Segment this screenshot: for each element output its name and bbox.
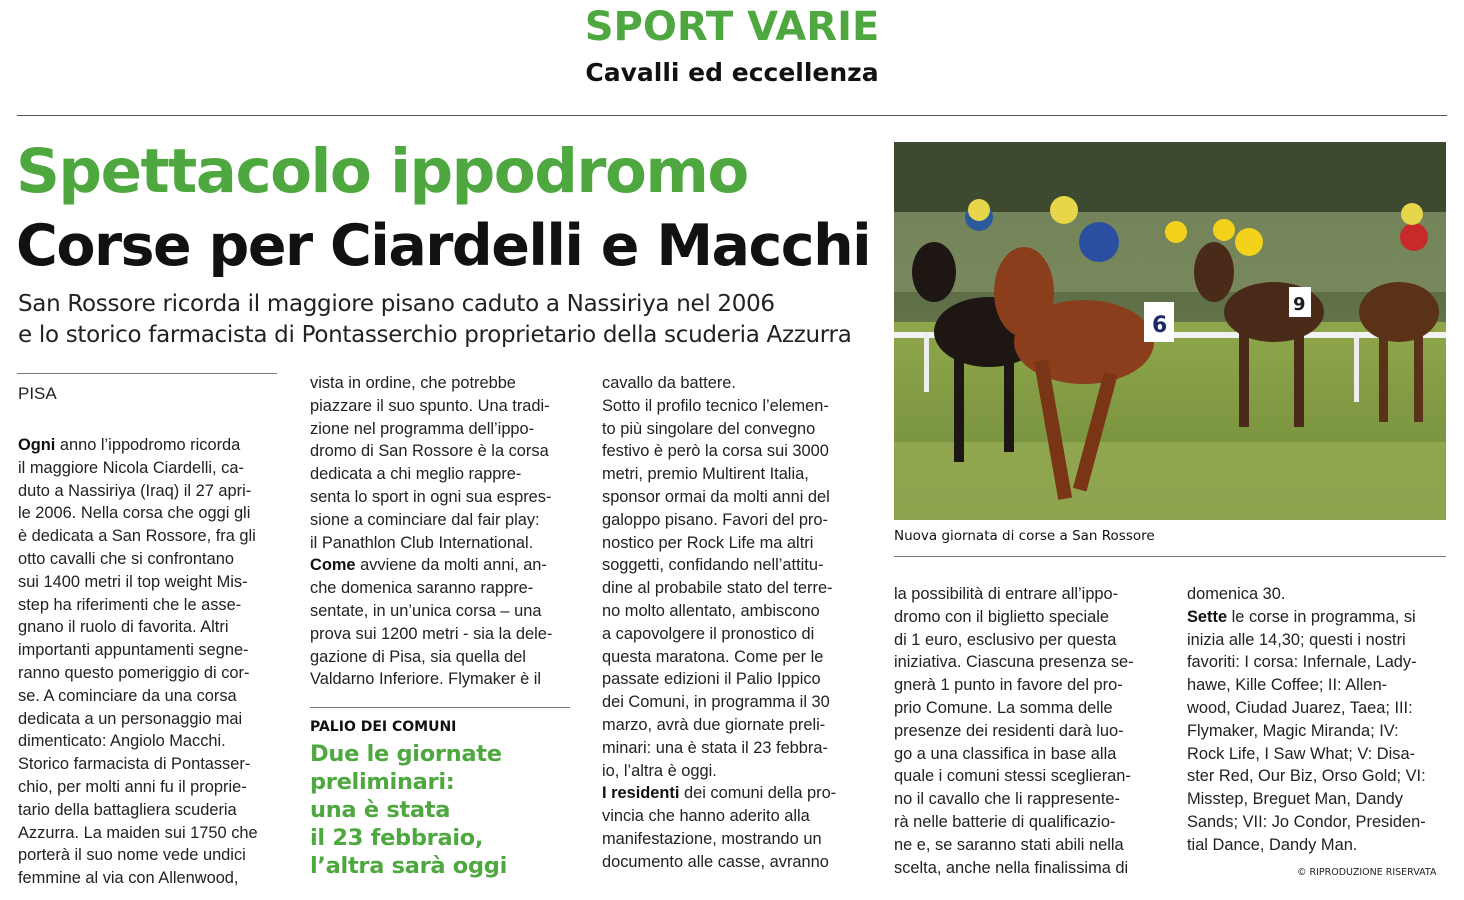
text-line: tario della battagliera scuderia bbox=[18, 800, 237, 819]
text-line: ne e, se saranno stati abili nella bbox=[894, 835, 1124, 854]
text-line: prio Comune. La somma delle bbox=[894, 698, 1113, 717]
text-line: Storico farmacista di Pontasser- bbox=[18, 755, 251, 774]
race-photo bbox=[894, 142, 1446, 520]
saddle-number-9: 9 bbox=[1293, 294, 1306, 315]
text-line: le 2006. Nella corsa che oggi gli bbox=[18, 504, 251, 523]
text-line: marzo, avrà due giornate preli- bbox=[602, 715, 826, 734]
text-line: dromo di San Rossore è la corsa bbox=[310, 442, 549, 461]
header-rule bbox=[17, 115, 1447, 116]
text-line: soggetti, confidando nell’attitu- bbox=[602, 556, 824, 575]
text-line: ranno questo pomeriggio di cor- bbox=[18, 663, 250, 682]
text-line: dine al probabile stato del terre- bbox=[602, 579, 833, 598]
photo-caption: Nuova giornata di corse a San Rossore bbox=[894, 528, 1155, 544]
text-line: il maggiore Nicola Ciardelli, ca- bbox=[18, 458, 244, 477]
text-line: no il cavallo che li rappresente- bbox=[894, 790, 1120, 809]
lead-text: avviene da molti anni, an- bbox=[355, 556, 547, 575]
text-line: è dedicata a San Rossore, fra gli bbox=[18, 527, 256, 546]
text-line: metri, premio Multirent Italia, bbox=[602, 465, 809, 484]
text-line: Valdarno Inferiore. Flymaker è il bbox=[310, 670, 542, 689]
text-line: manifestazione, mostrando un bbox=[602, 829, 822, 848]
lead-word: I residenti bbox=[602, 784, 680, 803]
text-line: otto cavalli che si confrontano bbox=[18, 549, 234, 568]
text-line: gazione di Pisa, sia quella del bbox=[310, 647, 526, 666]
text-line: che domenica saranno rappre- bbox=[310, 579, 534, 598]
text-line: sui 1400 metri il top weight Mis- bbox=[18, 572, 248, 591]
text-line: tial Dance, Dandy Man. bbox=[1187, 835, 1358, 854]
box-label: PALIO DEI COMUNI bbox=[310, 719, 457, 735]
text-line: gnano il ruolo di favorita. Altri bbox=[18, 618, 229, 637]
article-column-1 bbox=[18, 434, 280, 890]
text-line: passate edizioni il Palio Ippico bbox=[602, 670, 821, 689]
section-subtitle: Cavalli ed eccellenza bbox=[585, 58, 879, 87]
text-line: ster Red, Our Biz, Orso Gold; VI: bbox=[1187, 767, 1426, 786]
text-line: senta lo sport in ogni sua espres- bbox=[310, 487, 552, 506]
text-line: quale i comuni stessi sceglieran- bbox=[894, 767, 1131, 786]
text-line: no molto allentato, ambiscono bbox=[602, 601, 820, 620]
deck bbox=[18, 289, 852, 351]
photo-rule bbox=[894, 556, 1446, 557]
text-line: importanti appuntamenti segne- bbox=[18, 641, 249, 660]
saddle-number-6: 6 bbox=[1152, 313, 1168, 338]
text-line: questa maratona. Come per le bbox=[602, 647, 824, 666]
lead-line bbox=[18, 434, 280, 457]
text-line: Rock Life, I Saw What; V: Disa- bbox=[1187, 744, 1416, 763]
text-line: Flymaker, Magic Miranda; IV: bbox=[1187, 721, 1399, 740]
box-callout bbox=[310, 740, 507, 880]
text-line: femmine al via con Allenwood, bbox=[18, 869, 239, 888]
text-line: Sotto il profilo tecnico l’elemen- bbox=[602, 396, 829, 415]
text-line: se. A cominciare da una corsa bbox=[18, 686, 237, 705]
text-line: prova sui 1200 metri - sia la dele- bbox=[310, 624, 553, 643]
headline-line2: Corse per Ciardelli e Macchi bbox=[16, 213, 871, 279]
lead-line bbox=[602, 782, 864, 805]
text-line: favoriti: I corsa: Infernale, Lady- bbox=[1187, 653, 1417, 672]
text-line: duto a Nassiriya (Iraq) il 27 apri- bbox=[18, 481, 252, 500]
text-line: galoppo pisano. Favori del pro- bbox=[602, 510, 828, 529]
text-line: wood, Ciudad Juarez, Taea; III: bbox=[1187, 698, 1413, 717]
text-line: una è stata bbox=[310, 797, 451, 823]
text-line: dedicata a chi meglio rappre- bbox=[310, 465, 522, 484]
text-line: l’altra sarà oggi bbox=[310, 853, 507, 879]
text-line: dimenticato: Angiolo Macchi. bbox=[18, 732, 226, 751]
text-line: inizia alle 14,30; questi i nostri bbox=[1187, 630, 1406, 649]
text-line: dedicata a un personaggio mai bbox=[18, 709, 243, 728]
text-line: gnerà 1 punto in favore del pro- bbox=[894, 676, 1123, 695]
text-line: il Panathlon Club International. bbox=[310, 533, 534, 552]
text-line: sentate, in un’unica corsa – una bbox=[310, 601, 542, 620]
lead-word: Come bbox=[310, 556, 356, 575]
text-line: presenze dei residenti darà luo- bbox=[894, 721, 1124, 740]
text-line: domenica 30. bbox=[1187, 585, 1286, 603]
headline-line1: Spettacolo ippodromo bbox=[16, 136, 748, 207]
text-line: il 23 febbraio, bbox=[310, 825, 484, 851]
text-line: rà nelle batterie di qualificazio- bbox=[894, 812, 1116, 831]
text-line: vincia che hanno aderito alla bbox=[602, 807, 810, 826]
text-line: zione nel programma dell’ippo- bbox=[310, 419, 535, 438]
dateline: PISA bbox=[18, 384, 57, 403]
text-line: sione a cominciare dal fair play: bbox=[310, 510, 540, 529]
lead-line bbox=[1187, 606, 1447, 629]
lead-word: Sette bbox=[1187, 607, 1228, 626]
section-title: SPORT VARIE bbox=[584, 4, 880, 50]
text-line: chio, per molti anni fu il proprie- bbox=[18, 777, 247, 796]
column-rule bbox=[17, 373, 277, 374]
text-line: hawe, Kille Coffee; II: Allen- bbox=[1187, 676, 1388, 695]
deck-line2: e lo storico farmacista di Pontasserchio proprietario della scuderia Azzurra bbox=[18, 322, 852, 348]
lead-text: anno l’ippodromo ricorda bbox=[55, 436, 241, 454]
deck-line1: San Rossore ricorda il maggiore pisano caduto a Nassiriya nel 2006 bbox=[18, 291, 775, 317]
article-column-4 bbox=[894, 583, 1156, 879]
text-line: io, l’altra è oggi. bbox=[602, 761, 717, 780]
text-line: go a una classifica in base alla bbox=[894, 744, 1117, 763]
text-line: Due le giornate bbox=[310, 741, 502, 767]
article-column-5 bbox=[1187, 583, 1447, 857]
text-line: documento alle casse, avranno bbox=[602, 852, 829, 871]
text-line: dromo con il biglietto speciale bbox=[894, 607, 1110, 626]
text-line: iniziativa. Ciascuna presenza se- bbox=[894, 653, 1134, 672]
text-line: dei Comuni, in programma il 30 bbox=[602, 693, 830, 712]
text-line: sponsor ormai da molti anni del bbox=[602, 487, 830, 506]
text-line: Azzurra. La maiden sui 1750 che bbox=[18, 823, 258, 842]
text-line: porterà il suo nome vede undici bbox=[18, 846, 246, 865]
text-line: piazzare il suo spunto. Una tradi- bbox=[310, 396, 550, 415]
lead-word: Ogni bbox=[18, 436, 56, 454]
text-line: to più singolare del convegno bbox=[602, 419, 816, 438]
text-line: a capovolgere il pronostico di bbox=[602, 624, 815, 643]
text-line: Misstep, Breguet Man, Dandy bbox=[1187, 790, 1403, 809]
article-column-2 bbox=[310, 372, 572, 691]
text-line: cavallo da battere. bbox=[602, 374, 736, 392]
article-column-3 bbox=[602, 372, 864, 874]
text-line: minari: una è stata il 23 febbra- bbox=[602, 738, 828, 757]
text-line: di 1 euro, esclusivo per questa bbox=[894, 630, 1117, 649]
copyright-notice: © RIPRODUZIONE RISERVATA bbox=[1297, 867, 1437, 878]
text-line: scelta, anche nella finalissima di bbox=[894, 858, 1129, 877]
box-rule bbox=[310, 707, 570, 708]
text-line: preliminari: bbox=[310, 769, 455, 795]
lead-line bbox=[310, 554, 572, 577]
text-line: nostico per Rock Life ma altri bbox=[602, 533, 814, 552]
lead-text: dei comuni della pro- bbox=[679, 784, 837, 803]
text-line: step ha riferimenti che le asse- bbox=[18, 595, 242, 614]
text-line: vista in ordine, che potrebbe bbox=[310, 374, 516, 392]
text-line: Sands; VII: Jo Condor, Presiden- bbox=[1187, 812, 1426, 831]
lead-text: le corse in programma, si bbox=[1227, 607, 1416, 626]
text-line: festivo è però la corsa sui 3000 bbox=[602, 442, 829, 461]
text-line: la possibilità di entrare all’ippo- bbox=[894, 585, 1119, 603]
horse-race-image bbox=[894, 142, 1446, 520]
